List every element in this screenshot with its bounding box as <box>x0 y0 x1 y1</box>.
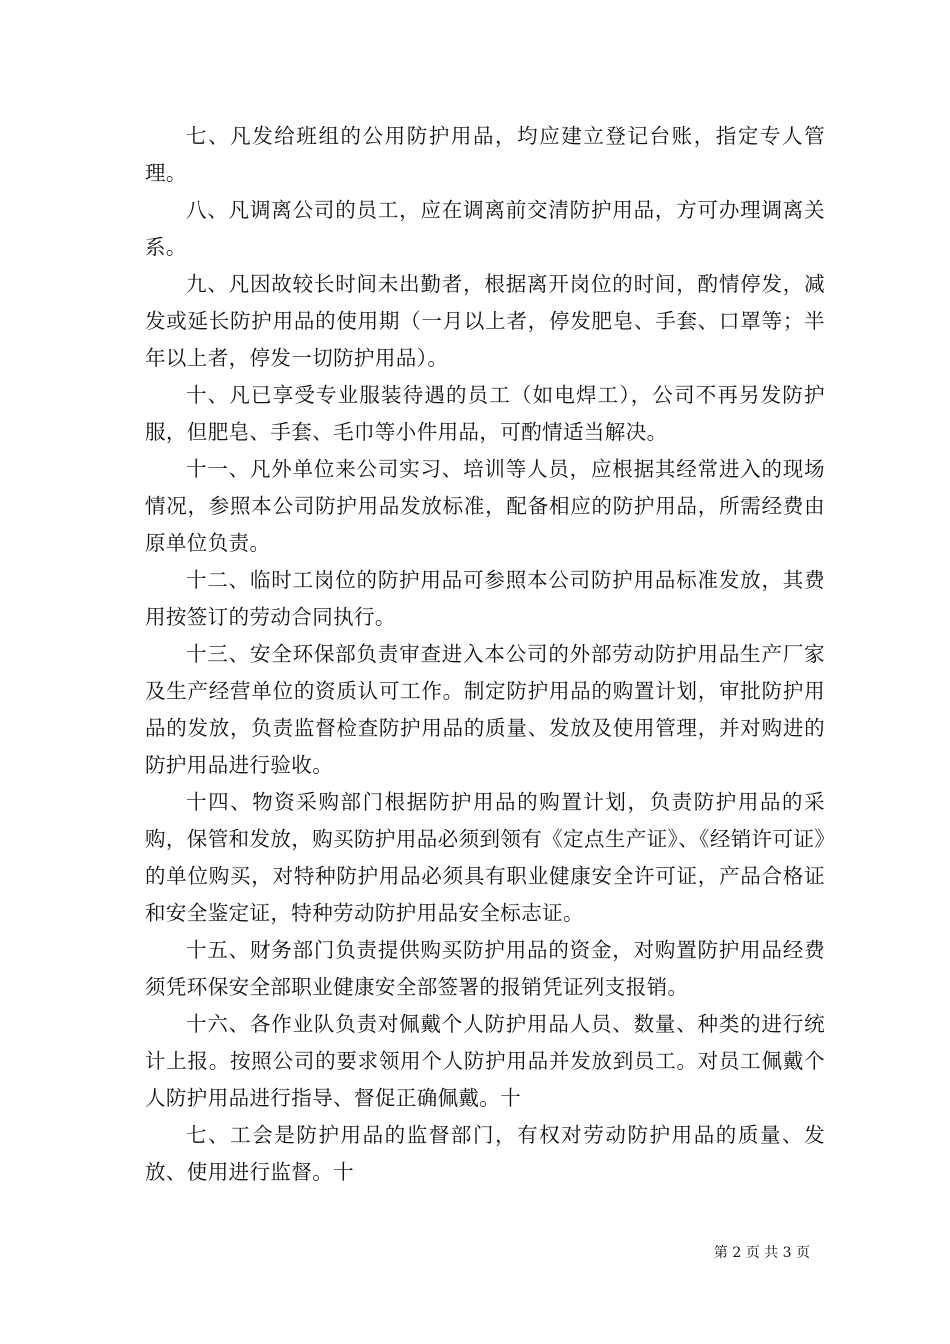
paragraph-12: 十二、临时工岗位的防护用品可参照本公司防护用品标准发放，其费用按签订的劳动合同执行。 <box>145 568 825 629</box>
paragraph-7: 七、凡发给班组的公用防护用品，均应建立登记台账，指定专人管理。 <box>145 124 825 185</box>
document-body <box>145 118 825 1191</box>
page-number: 第 2 页 共 3 页 <box>713 1245 810 1261</box>
paragraph-13: 十三、安全环保部负责审查进入本公司的外部劳动防护用品生产厂家及生产经营单位的资质认可工作。制定防护用品的购置计划，审批防护用品的发放，负责监督检查防护用品的质量、发放及使用管理，并对购进的防护用品进行验收。 <box>145 642 825 777</box>
paragraph-14: 十四、物资采购部门根据防护用品的购置计划，负责防护用品的采购，保管和发放，购买防护用品必须到领有《定点生产证》、《经销许可证》的单位购买，对特种防护用品必须具有职业健康安全许可证，产品合格证和安全鉴定证，特种劳动防护用品安全标志证。 <box>145 790 825 925</box>
paragraph-17: 七、工会是防护用品的监督部门，有权对劳动防护用品的质量、发放、使用进行监督。十 <box>145 1123 825 1184</box>
paragraph-8: 八、凡调离公司的员工，应在调离前交清防护用品，方可办理调离关系。 <box>145 198 825 259</box>
paragraph-11: 十一、凡外单位来公司实习、培训等人员，应根据其经常进入的现场情况，参照本公司防护用品发放标准，配备相应的防护用品，所需经费由原单位负责。 <box>145 457 825 555</box>
paragraph-16: 十六、各作业队负责对佩戴个人防护用品人员、数量、种类的进行统计上报。按照公司的要求领用个人防护用品并发放到员工。对员工佩戴个人防护用品进行指导、督促正确佩戴。十 <box>145 1012 825 1110</box>
paragraph-9: 九、凡因故较长时间未出勤者，根据离开岗位的时间，酌情停发，减发或延长防护用品的使用期（一月以上者，停发肥皂、手套、口罩等；半年以上者，停发一切防护用品）。 <box>145 272 825 370</box>
paragraph-15: 十五、财务部门负责提供购买防护用品的资金，对购置防护用品经费须凭环保安全部职业健康安全部签署的报销凭证列支报销。 <box>145 938 825 999</box>
paragraph-10: 十、凡已享受专业服装待遇的员工（如电焊工），公司不再另发防护服，但肥皂、手套、毛巾等小件用品，可酌情适当解决。 <box>145 383 825 444</box>
